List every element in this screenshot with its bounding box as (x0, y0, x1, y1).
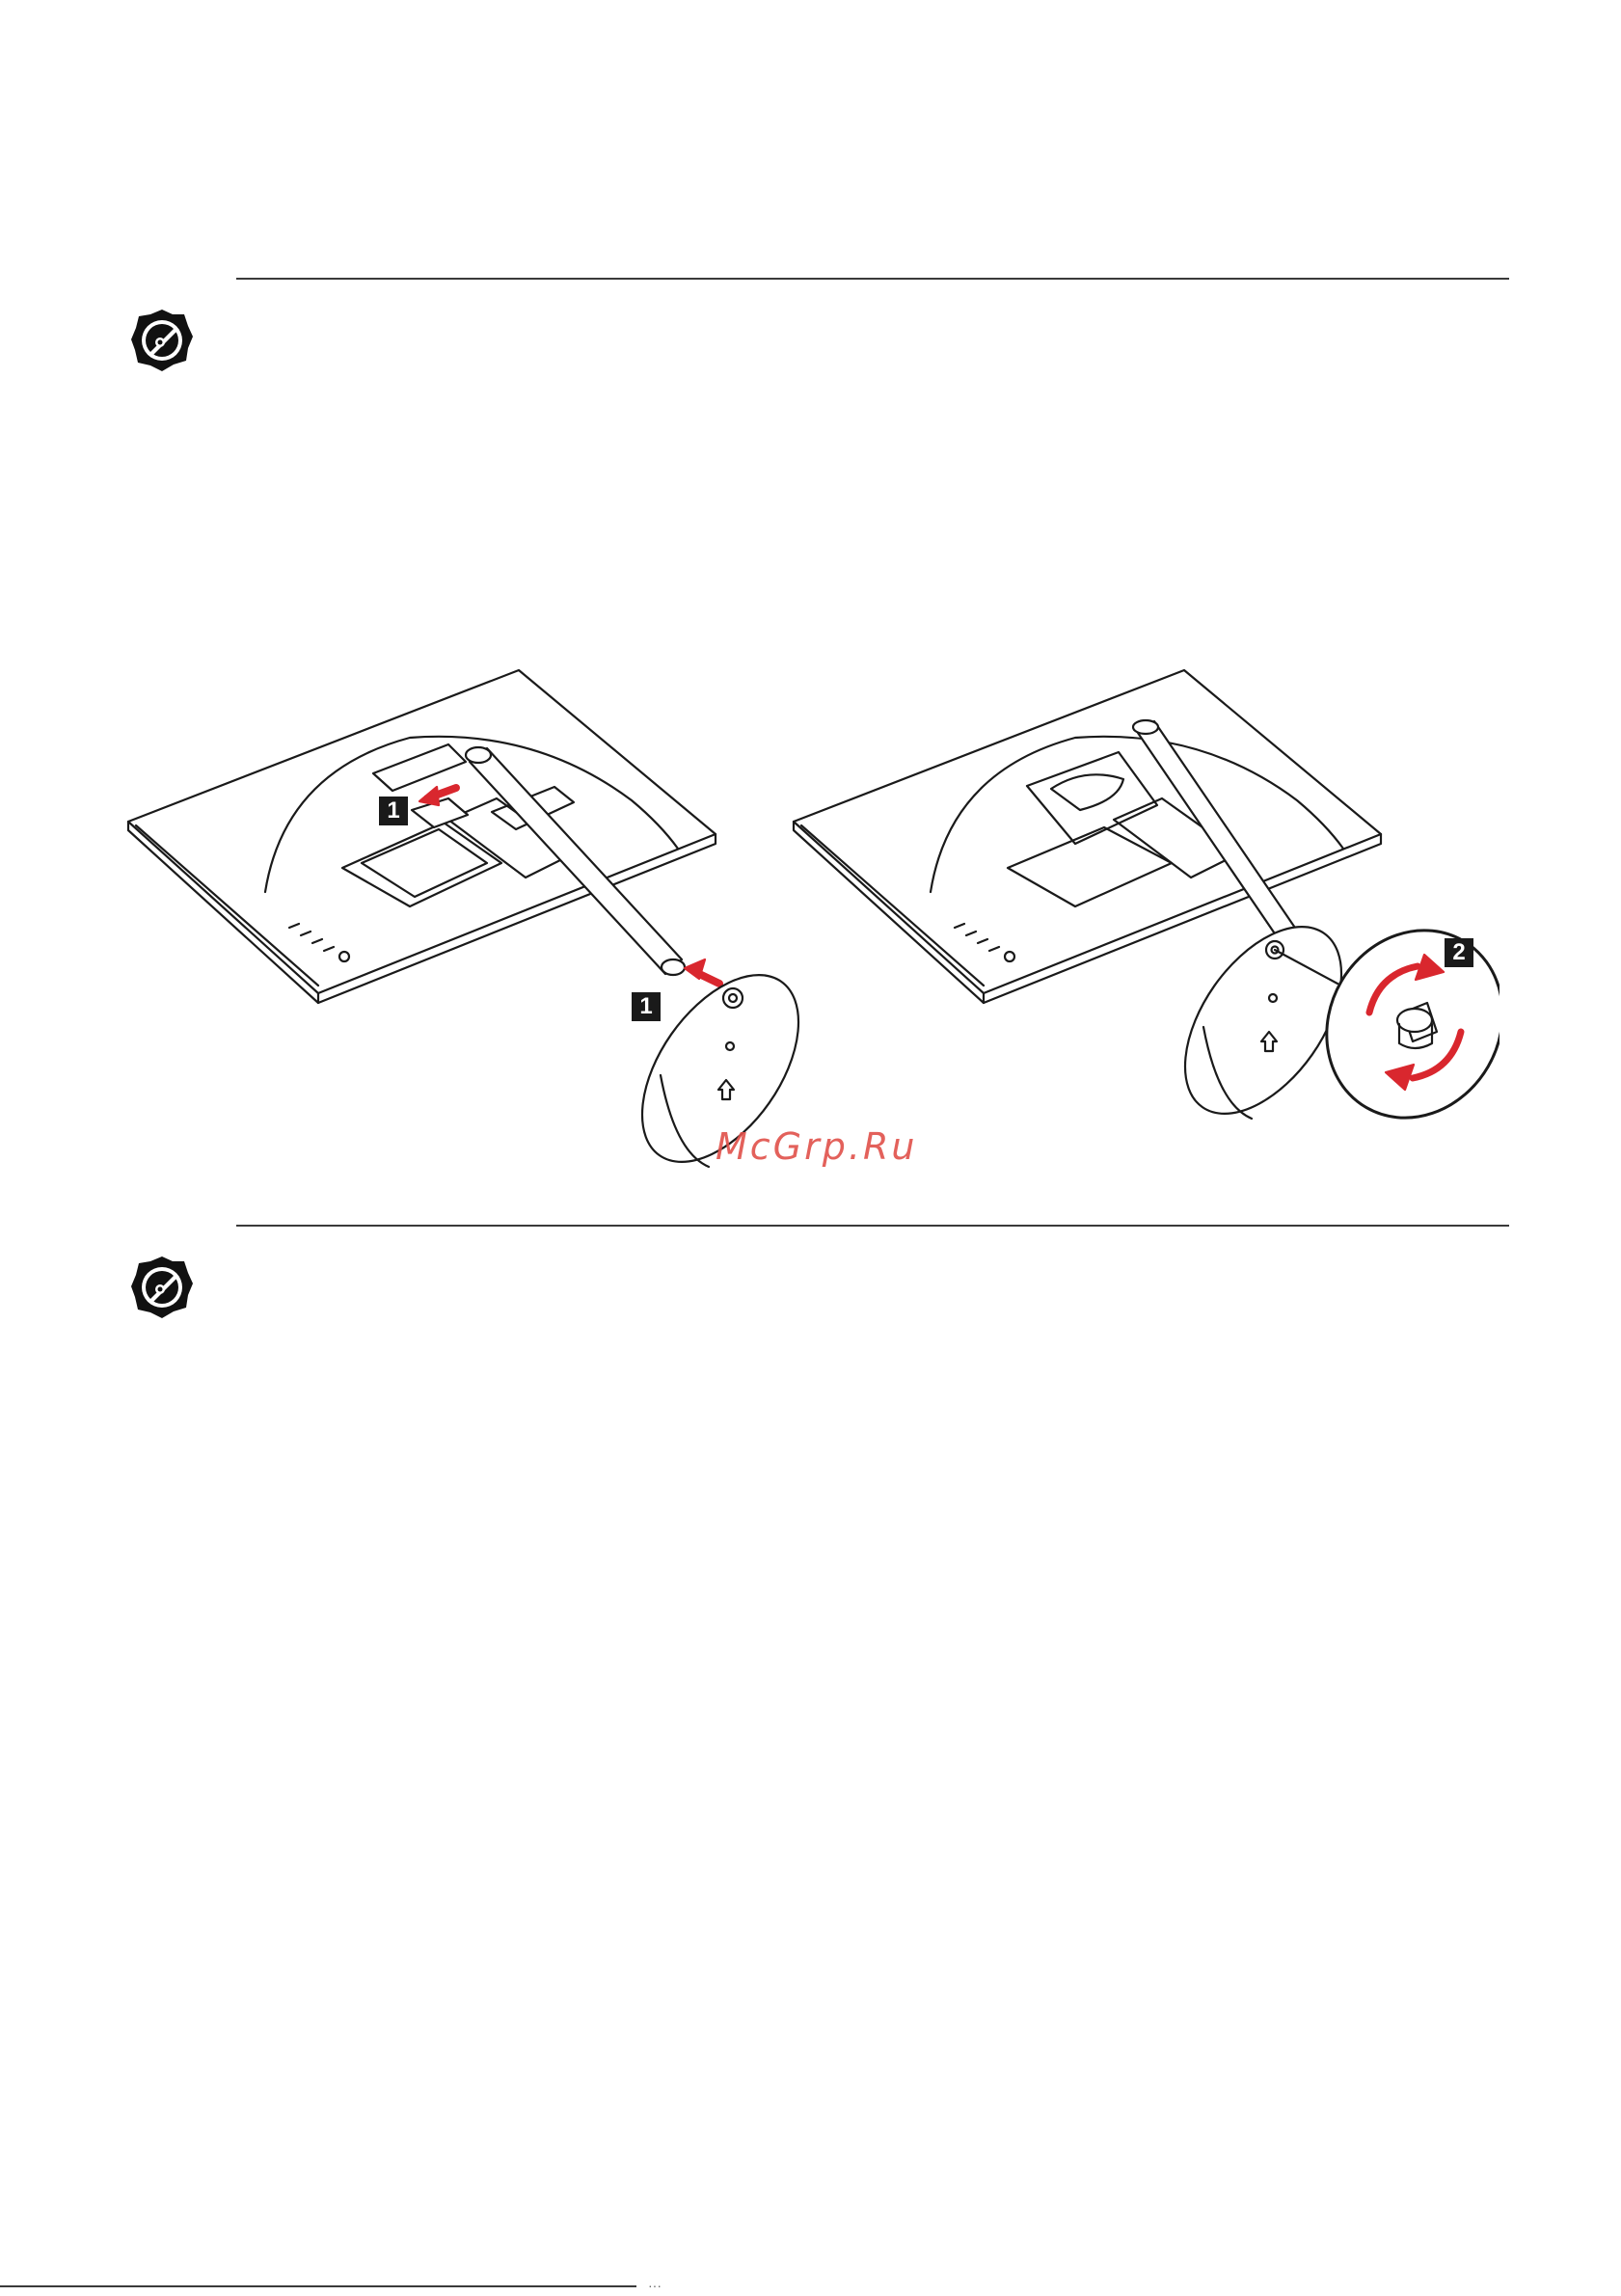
note-icon (128, 1254, 196, 1321)
footer-divider (0, 2285, 636, 2287)
left-monitor (128, 670, 716, 1003)
note-icon (128, 307, 196, 374)
step-badge-1-bracket: 1 (379, 797, 408, 825)
footer-mark: ··· (648, 2278, 662, 2293)
section-divider-bottom (236, 1225, 1509, 1227)
watermark: McGrp.Ru (716, 1125, 918, 1168)
step-badge-2: 2 (1445, 938, 1473, 967)
section-divider-top (236, 278, 1509, 280)
stand-assembly-illustration (121, 665, 1499, 1176)
step-badge-1-base: 1 (632, 992, 661, 1021)
